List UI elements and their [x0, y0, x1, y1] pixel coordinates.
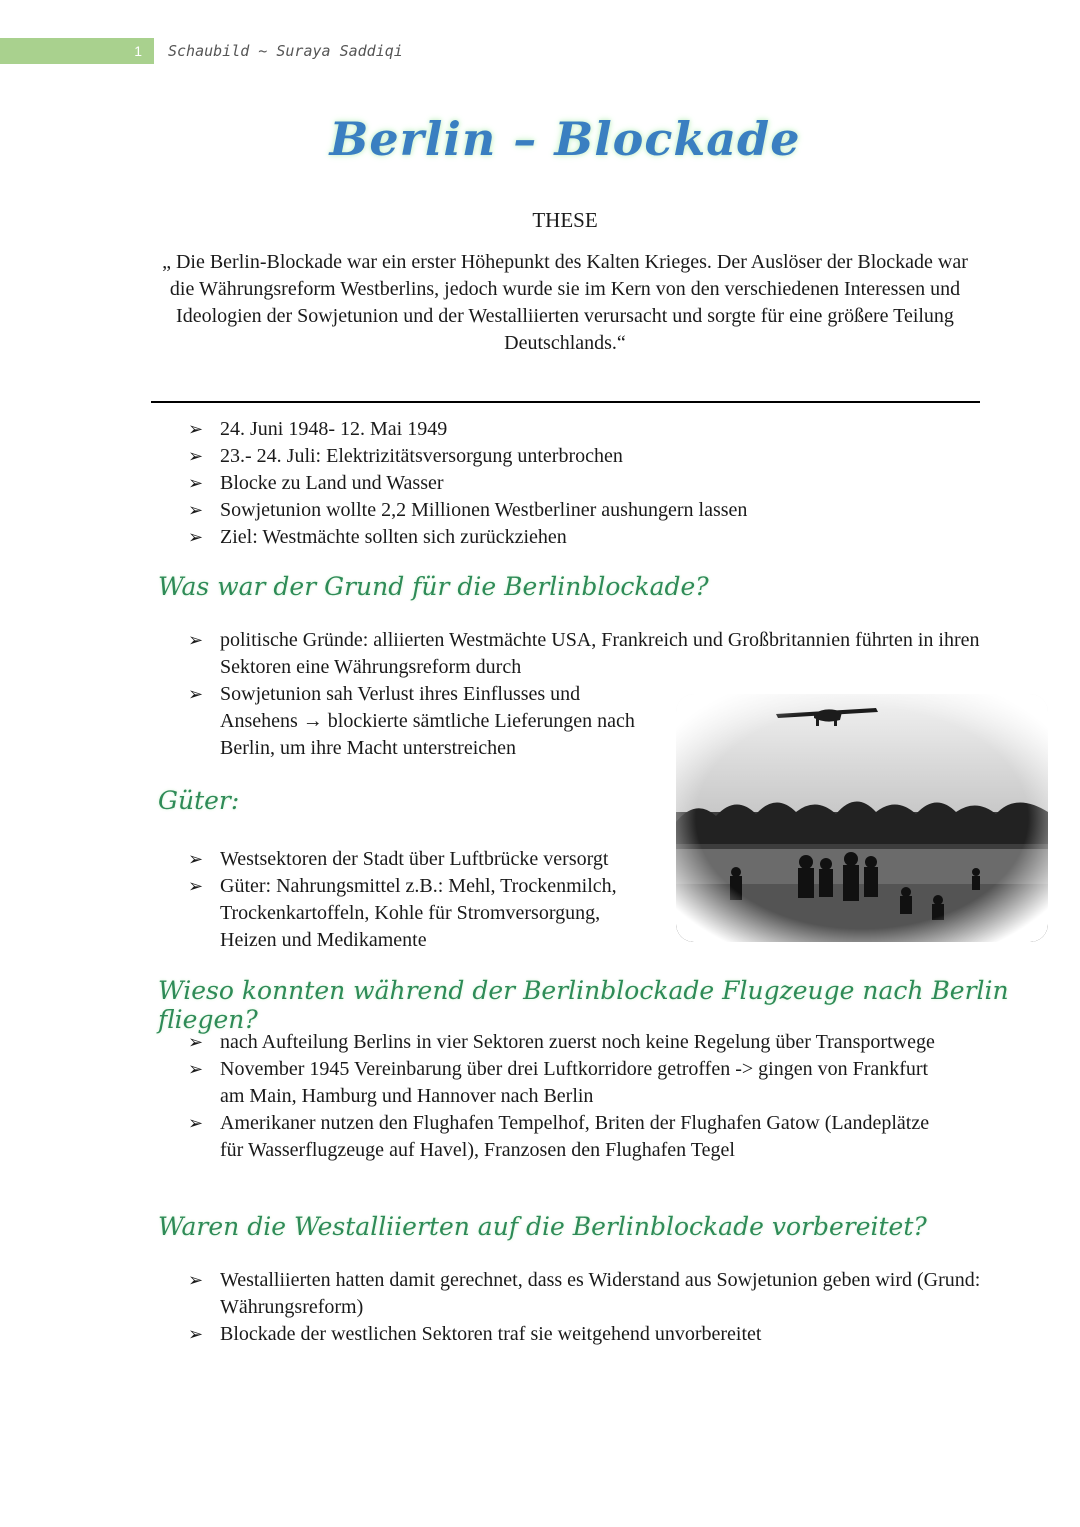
page-title: Berlin – Blockade: [329, 112, 801, 166]
page-number: 1: [0, 38, 154, 64]
list-item: ➢ 24. Juni 1948- 12. Mai 1949: [188, 416, 747, 443]
facts-list: [188, 416, 747, 551]
section-heading-gueter: Güter:: [158, 786, 240, 815]
header-text: Schaubild ~ Suraya Saddiqi: [168, 42, 403, 60]
divider: [151, 401, 980, 403]
list-item: ➢ Westalliierten hatten damit gerechnet, dass es Widerstand aus Sowjetunion geben wird (Grund: Währungsreform): [188, 1267, 1010, 1321]
these-text: „ Die Berlin-Blockade war ein erster Höhepunkt des Kalten Krieges. Der Auslöser der Blockade war die Währungsreform Westberlins, jedoch wurde sie im Kern von den verschiedenen Interessen und Ideologien der Sowjetunion und der Westalliierten verursacht und sorgte für eine größere Teilung Deutschlands.“: [162, 251, 968, 354]
airlift-photo: [676, 694, 1048, 942]
list-item: ➢ Ziel: Westmächte sollten sich zurückziehen: [188, 524, 747, 551]
vorbereitet-list: [188, 1267, 1010, 1348]
list-item: ➢ nach Aufteilung Berlins in vier Sektoren zuerst noch keine Regelung über Transportwege: [188, 1029, 940, 1056]
section-heading-grund: Was war der Grund für die Berlinblockade?: [158, 572, 709, 601]
section-heading-flugzeuge: Wieso konnten während der Berlinblockade Flugzeuge nach Berlin fliegen?: [158, 976, 1009, 1034]
list-item: ➢ politische Gründe: alliierten Westmächte USA, Frankreich und Großbritannien führten in ihren Sektoren eine Währungsreform durch: [188, 627, 1010, 681]
list-item: ➢ November 1945 Vereinbarung über drei Luftkorridore getroffen -> gingen von Frankfurt am Main, Hamburg und Hannover nach Berlin: [188, 1056, 940, 1110]
gueter-list: [188, 846, 680, 954]
list-item: ➢ Sowjetunion sah Verlust ihres Einflusses und Ansehens → blockierte sämtliche Lieferungen nach Berlin, um ihre Macht unterstreichen: [188, 681, 660, 762]
list-item: ➢ Blocke zu Land und Wasser: [188, 470, 747, 497]
list-item: ➢ Westsektoren der Stadt über Luftbrücke versorgt: [188, 846, 680, 873]
section-heading-vorbereitet: Waren die Westalliierten auf die Berlinblockade vorbereitet?: [158, 1212, 927, 1241]
flugzeuge-list: [188, 1029, 940, 1164]
page-header: [0, 38, 600, 64]
these-heading: THESE: [532, 208, 598, 232]
list-item: ➢ Blockade der westlichen Sektoren traf sie weitgehend unvorbereitet: [188, 1321, 1010, 1348]
list-item: ➢ 23.- 24. Juli: Elektrizitätsversorgung unterbrochen: [188, 443, 747, 470]
list-item: ➢ Sowjetunion wollte 2,2 Millionen Westberliner aushungern lassen: [188, 497, 747, 524]
list-item: ➢ Güter: Nahrungsmittel z.B.: Mehl, Trockenmilch, Trockenkartoffeln, Kohle für Stromversorgung, Heizen und Medikamente: [188, 873, 640, 954]
list-item: ➢ Amerikaner nutzen den Flughafen Tempelhof, Briten der Flughafen Gatow (Landeplätze für Wasserflugzeuge auf Havel), Franzosen den Flughafen Tegel: [188, 1110, 940, 1164]
